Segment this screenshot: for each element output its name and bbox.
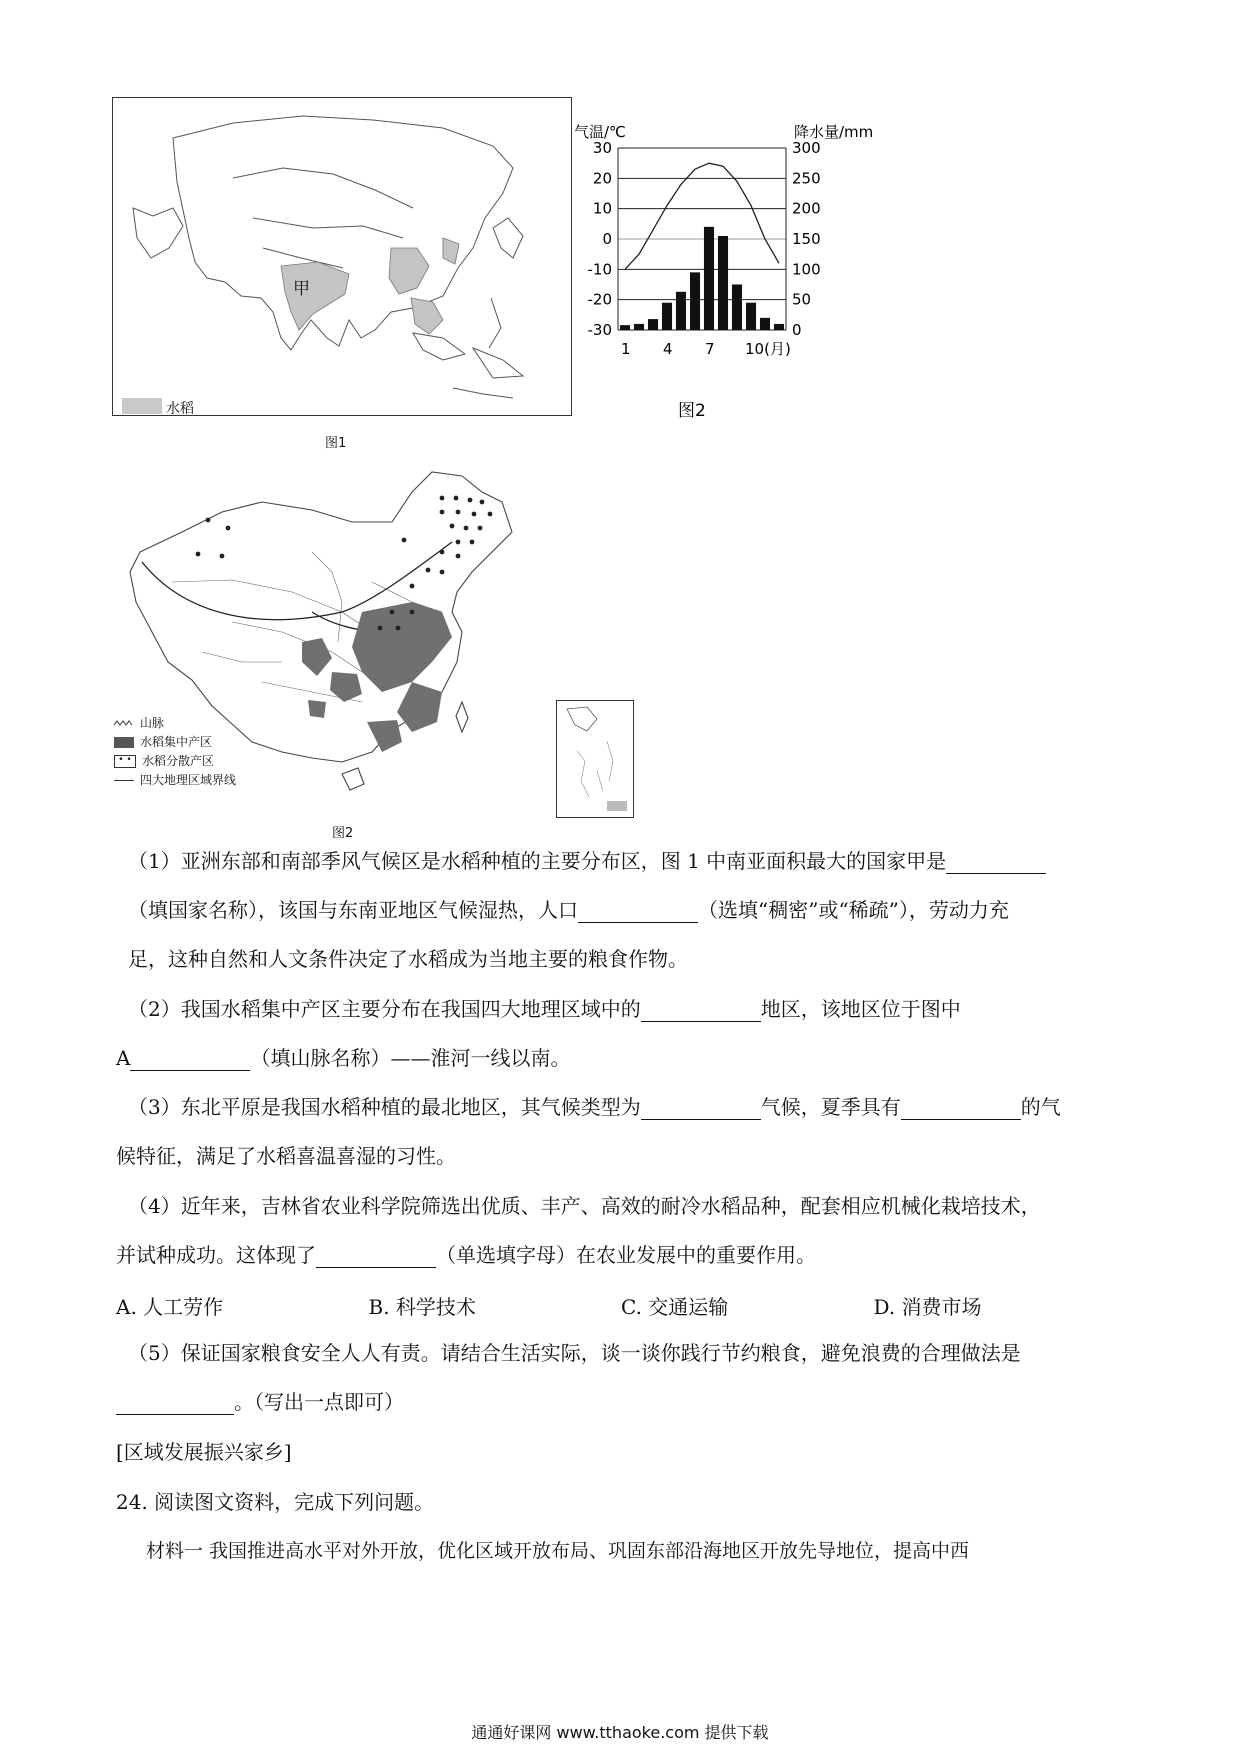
legend-scattered: 水稻分散产区	[142, 754, 215, 768]
option-c[interactable]: C. 交通运输	[621, 1295, 729, 1319]
right-tick-label: 150	[792, 230, 821, 248]
x-tick-label: 1	[621, 340, 631, 358]
answer-blank[interactable]	[116, 1394, 234, 1415]
q2-text-d: （填山脉名称）——淮河一线以南。	[250, 1046, 571, 1070]
option-d[interactable]: D. 消费市场	[873, 1295, 982, 1319]
precip-bar	[746, 303, 756, 330]
precip-bar	[774, 324, 784, 330]
scattered-area-swatch: • •	[114, 755, 136, 768]
left-tick-label: -20	[587, 290, 612, 309]
option-a[interactable]: A. 人工劳作	[116, 1295, 224, 1319]
question-5-line-1	[128, 1340, 1128, 1366]
right-tick-label: 100	[792, 260, 821, 279]
temperature-line	[625, 163, 779, 269]
question-2-line-1	[128, 996, 1128, 1022]
precip-bar	[662, 303, 672, 330]
q1-text-d: 足，这种自然和人文条件决定了水稻成为当地主要的粮食作物。	[128, 947, 688, 971]
asia-map-outline	[113, 98, 573, 417]
q3-text-b: 气候，夏季具有	[760, 1095, 901, 1119]
page-footer: 通通好课网 www.tthaoke.com 提供下载	[471, 1723, 769, 1742]
q2-text-a: （2）我国水稻集中产区主要分布在我国四大地理区域中的	[128, 997, 641, 1021]
chart-title: 图2	[678, 401, 706, 420]
answer-blank[interactable]	[641, 1099, 761, 1120]
right-tick-label: 200	[792, 199, 821, 218]
left-axis-label: 气温/℃	[574, 123, 626, 141]
question-24-title: 24. 阅读图文资料，完成下列问题。	[116, 1490, 435, 1514]
rice-legend-label: 水稻	[166, 401, 194, 417]
q3-text-a: （3）东北平原是我国水稻种植的最北地区，其气候类型为	[128, 1095, 641, 1119]
section-title: [区域发展振兴家乡]	[116, 1440, 292, 1464]
mountain-legend-icon	[114, 714, 134, 733]
q1-text-b: （填国家名称），该国与东南亚地区气候湿热，人口	[128, 898, 578, 922]
right-axis-label: 降水量/mm	[794, 123, 874, 141]
answer-blank[interactable]	[578, 902, 698, 923]
precip-bar	[718, 236, 728, 330]
precip-bar	[732, 285, 742, 331]
material-1-text: 材料一 我国推进高水平对外开放，优化区域开放布局、巩固东部沿海地区开放先导地位，提高中西	[146, 1540, 970, 1562]
china-map-legend	[114, 714, 236, 790]
question-1-line-1	[128, 848, 1128, 874]
question-4-line-2	[116, 1242, 1116, 1268]
asia-map	[112, 97, 572, 416]
q5-text-b: 。（写出一点即可）	[234, 1390, 404, 1414]
precip-bar	[704, 227, 714, 330]
precip-bar	[620, 325, 630, 330]
x-tick-label: 7	[705, 340, 715, 358]
q1-text-a: （1）亚洲东部和南部季风气候区是水稻种植的主要分布区，图 1 中南亚面积最大的国家甲是	[128, 849, 947, 873]
map-label-jia: 甲	[293, 279, 310, 299]
question-5-line-2	[116, 1389, 1116, 1415]
left-tick-label: 10	[592, 199, 612, 218]
q5-text-a: （5）保证国家粮食安全人人有责。请结合生活实际，谈一谈你践行节约粮食，避免浪费的合理做法是	[128, 1341, 1021, 1365]
question-4-options	[116, 1291, 1126, 1320]
legend-concentrated: 水稻集中产区	[140, 735, 213, 749]
precip-bar	[690, 272, 700, 330]
right-tick-label: 300	[792, 139, 821, 157]
option-b[interactable]: B. 科学技术	[368, 1295, 476, 1319]
question-4-line-1	[128, 1193, 1128, 1219]
q4-text-a: （4）近年来，吉林省农业科学院筛选出优质、丰产、高效的耐冷水稻品种，配套相应机械化栽培技术，	[128, 1194, 1041, 1218]
precip-bar	[760, 318, 770, 330]
question-1-line-3	[128, 946, 1128, 972]
question-3-line-2	[116, 1143, 1116, 1169]
climate-chart	[568, 120, 878, 420]
question-3-line-1	[128, 1094, 1128, 1120]
figure2-caption: 图2	[332, 826, 354, 841]
left-tick-label: 20	[592, 169, 612, 188]
left-tick-label: 0	[602, 230, 612, 248]
left-tick-label: 30	[592, 139, 612, 157]
x-tick-label: 4	[663, 340, 673, 358]
rice-legend-swatch	[122, 398, 162, 414]
right-tick-label: 50	[792, 290, 812, 309]
answer-blank[interactable]	[641, 1001, 761, 1022]
question-1-line-2	[128, 897, 1128, 923]
question-2-line-2	[116, 1045, 1116, 1071]
boundary-line-swatch	[114, 780, 134, 781]
q4-text-c: （单选填字母）在农业发展中的重要作用。	[436, 1243, 816, 1267]
legend-boundary: 四大地理区域界线	[140, 773, 237, 787]
concentrated-area-swatch	[114, 737, 134, 748]
precip-bar	[676, 292, 686, 330]
right-tick-label: 0	[792, 321, 802, 339]
legend-mountain: 山脉	[140, 716, 165, 730]
south-china-sea-inset	[556, 700, 634, 818]
left-tick-label: -30	[587, 321, 612, 339]
figure1-caption: 图1	[325, 436, 347, 451]
q4-text-b: 并试种成功。这体现了	[116, 1243, 316, 1267]
answer-blank[interactable]	[901, 1099, 1021, 1120]
answer-blank[interactable]	[946, 853, 1046, 874]
answer-blank[interactable]	[130, 1050, 250, 1071]
right-tick-label: 250	[792, 169, 821, 188]
x-tick-label: 10(月)	[745, 340, 791, 358]
left-tick-label: -10	[587, 260, 612, 279]
q3-text-d: 候特征，满足了水稻喜温喜湿的习性。	[116, 1144, 456, 1168]
answer-blank[interactable]	[316, 1247, 436, 1268]
q2-text-c: A	[116, 1046, 131, 1070]
precip-bar	[634, 324, 644, 330]
q1-text-c: （选填“稠密”或“稀疏”），劳动力充	[698, 898, 1009, 922]
precip-bar	[648, 319, 658, 330]
q2-text-b: 地区，该地区位于图中	[760, 997, 961, 1021]
q3-text-c: 的气	[1020, 1095, 1061, 1119]
